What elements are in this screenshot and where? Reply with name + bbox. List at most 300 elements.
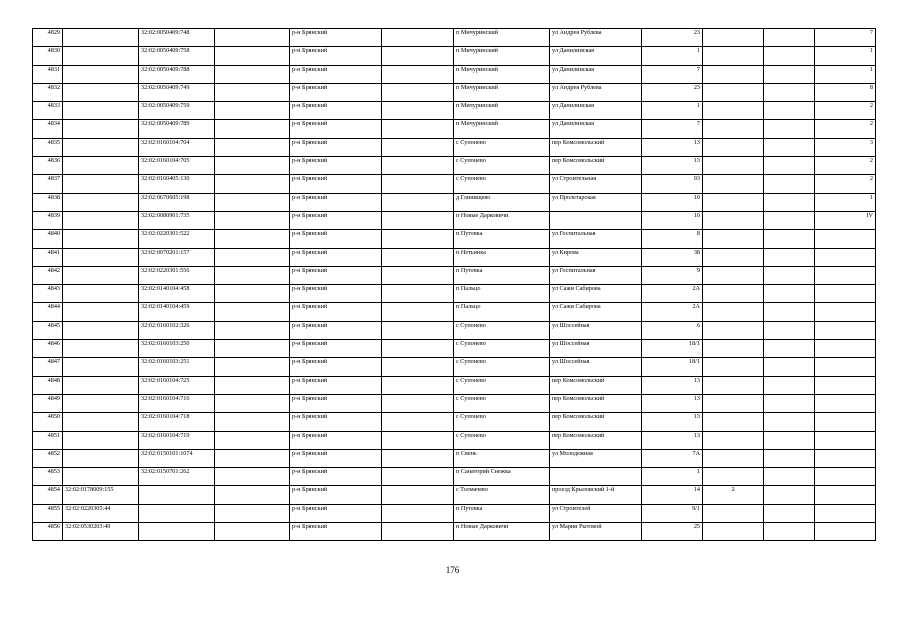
cell-house-number: 14 [642,486,703,504]
cell-row-number: 4851 [33,431,63,449]
cell-settlement: п Мичуринский [454,29,550,47]
table-row [33,340,876,358]
cell-blank-col-a [215,358,290,376]
cell-settlement: п Путевка [454,266,550,284]
cell-settlement: д Глинищево [454,193,550,211]
cell-apartment [815,340,876,358]
cell-row-number: 4838 [33,193,63,211]
cell-cadastral-number-b [139,504,215,522]
cell-blank-col-c [764,340,815,358]
cell-blank-col-b [382,376,454,394]
table-row [33,321,876,339]
cell-blank-col-a [215,285,290,303]
cell-blank-col-c [764,394,815,412]
cell-blank-col-b [382,340,454,358]
cell-cadastral-number-b: 32:02:0160104:719 [139,431,215,449]
cell-settlement: п Мичуринский [454,65,550,83]
cell-district: р-н Брянский [290,504,382,522]
cell-blank-col-a [215,138,290,156]
cell-cadastral-number-a [63,321,139,339]
table-row [33,303,876,321]
cell-cadastral-number-b: 32:02:0070201:157 [139,248,215,266]
cell-settlement: с Супонево [454,358,550,376]
cell-cadastral-number-b: 32:02:0050409:749 [139,83,215,101]
cell-blank-col-a [215,193,290,211]
cell-blank-col-a [215,120,290,138]
cell-street: пер Комсомольский [550,376,642,394]
cell-house-number: 7 [642,120,703,138]
cell-cadastral-number-b: 32:02:0160104:705 [139,157,215,175]
cell-building [703,138,764,156]
cell-district: р-н Брянский [290,102,382,120]
cell-row-number: 4850 [33,413,63,431]
cell-blank-col-b [382,413,454,431]
cell-blank-col-a [215,175,290,193]
cell-blank-col-b [382,102,454,120]
cell-blank-col-b [382,157,454,175]
cell-row-number: 4848 [33,376,63,394]
cell-blank-col-a [215,504,290,522]
cell-blank-col-a [215,248,290,266]
cell-building [703,120,764,138]
cell-row-number: 4839 [33,211,63,229]
cell-street: ул Данилинская [550,102,642,120]
cell-building [703,47,764,65]
cell-blank-col-c [764,102,815,120]
cell-house-number: 9 [642,266,703,284]
cell-district: р-н Брянский [290,83,382,101]
cell-settlement: п Новые Дарковичи [454,523,550,541]
cell-house-number: 13 [642,138,703,156]
cell-street: ул Марии Рытовой [550,523,642,541]
cell-cadastral-number-a [63,285,139,303]
cell-cadastral-number-b: 32:02:0220301:556 [139,266,215,284]
cell-blank-col-b [382,120,454,138]
cell-street: пер Комсомольский [550,138,642,156]
cell-blank-col-c [764,83,815,101]
cell-district: р-н Брянский [290,303,382,321]
cell-street: пер Комсомольский [550,394,642,412]
cell-apartment: 3 [815,138,876,156]
cell-house-number: 7А [642,449,703,467]
cell-blank-col-c [764,193,815,211]
cell-blank-col-c [764,138,815,156]
cell-street: ул Данилинская [550,47,642,65]
cell-street: проезд Крыловский 1-й [550,486,642,504]
cell-blank-col-b [382,266,454,284]
table-row [33,175,876,193]
cell-settlement: п Пальцо [454,303,550,321]
cell-cadastral-number-a [63,83,139,101]
cell-blank-col-a [215,266,290,284]
cell-building [703,102,764,120]
cell-blank-col-a [215,102,290,120]
table-row [33,413,876,431]
cell-blank-col-c [764,449,815,467]
cell-blank-col-c [764,504,815,522]
cell-blank-col-a [215,523,290,541]
cell-row-number: 4831 [33,65,63,83]
cell-settlement: п Мичуринский [454,47,550,65]
table-row [33,29,876,47]
cell-building [703,468,764,486]
cell-house-number: 13 [642,413,703,431]
cell-blank-col-b [382,431,454,449]
cell-house-number: 13 [642,431,703,449]
cell-settlement: с Супонево [454,175,550,193]
cell-district: р-н Брянский [290,266,382,284]
cell-cadastral-number-b [139,523,215,541]
cell-cadastral-number-a: 32:02:0530203:49 [63,523,139,541]
cell-building [703,523,764,541]
cell-row-number: 4852 [33,449,63,467]
cell-cadastral-number-a [63,449,139,467]
cell-row-number: 4836 [33,157,63,175]
table-row [33,486,876,504]
cell-street: ул Молодежная [550,449,642,467]
cell-blank-col-b [382,248,454,266]
cell-building: 2 [703,486,764,504]
cell-settlement: с Супонево [454,431,550,449]
cell-row-number: 4833 [33,102,63,120]
cell-district: р-н Брянский [290,65,382,83]
cell-building [703,211,764,229]
cell-cadastral-number-b: 32:02:0160103:251 [139,358,215,376]
table-row [33,138,876,156]
table-body [33,29,876,541]
cell-row-number: 4829 [33,29,63,47]
cell-cadastral-number-b: 32:02:0160104:716 [139,394,215,412]
table-row [33,157,876,175]
cell-blank-col-b [382,486,454,504]
cell-settlement: п Свень [454,449,550,467]
table-row [33,523,876,541]
cell-blank-col-b [382,83,454,101]
cell-blank-col-b [382,504,454,522]
page-number: 176 [445,565,460,575]
cell-cadastral-number-a [63,193,139,211]
cell-cadastral-number-a [63,175,139,193]
cell-house-number: 9/1 [642,504,703,522]
cell-blank-col-b [382,211,454,229]
cell-row-number: 4841 [33,248,63,266]
cell-cadastral-number-a [63,138,139,156]
register-table [32,28,876,541]
cell-street: ул Шоссейная [550,321,642,339]
cell-blank-col-b [382,230,454,248]
cell-blank-col-c [764,358,815,376]
table-row [33,193,876,211]
cell-blank-col-a [215,449,290,467]
cell-apartment [815,321,876,339]
table-row [33,47,876,65]
cell-blank-col-c [764,523,815,541]
cell-blank-col-b [382,303,454,321]
cell-building [703,157,764,175]
cell-settlement: п Мичуринский [454,102,550,120]
cell-street [550,211,642,229]
cell-blank-col-b [382,449,454,467]
cell-district: р-н Брянский [290,340,382,358]
cell-street: ул Госпитальная [550,230,642,248]
cell-district: р-н Брянский [290,431,382,449]
cell-district: р-н Брянский [290,47,382,65]
table-row [33,504,876,522]
cell-house-number: 8 [642,230,703,248]
cell-building [703,285,764,303]
cell-cadastral-number-b: 32:02:0160104:725 [139,376,215,394]
cell-cadastral-number-b: 32:02:0050409:759 [139,102,215,120]
cell-cadastral-number-a: 32:02:0178009:155 [63,486,139,504]
cell-settlement: п Путевка [454,504,550,522]
cell-district: р-н Брянский [290,358,382,376]
cell-apartment [815,468,876,486]
cell-row-number: 4845 [33,321,63,339]
cell-blank-col-b [382,358,454,376]
table-row [33,102,876,120]
cell-cadastral-number-b: 32:02:0160104:704 [139,138,215,156]
cell-cadastral-number-b: 32:02:0160104:718 [139,413,215,431]
cell-house-number: 93 [642,175,703,193]
cell-row-number: 4853 [33,468,63,486]
cell-blank-col-b [382,394,454,412]
cell-house-number: 38 [642,248,703,266]
cell-building [703,193,764,211]
cell-street: пер Комсомольский [550,157,642,175]
cell-cadastral-number-b: 32:02:0140104:458 [139,285,215,303]
cell-row-number: 4832 [33,83,63,101]
cell-blank-col-b [382,523,454,541]
cell-cadastral-number-b: 32:02:0050409:789 [139,120,215,138]
cell-row-number: 4846 [33,340,63,358]
cell-cadastral-number-a [63,211,139,229]
table-row [33,449,876,467]
cell-blank-col-b [382,193,454,211]
cell-house-number: 23 [642,83,703,101]
cell-blank-col-c [764,230,815,248]
cell-street: ул Данилинская [550,65,642,83]
cell-settlement: с Супонево [454,157,550,175]
cell-street: ул Андрея Рублева [550,29,642,47]
cell-house-number: 13 [642,157,703,175]
cell-building [703,29,764,47]
cell-apartment: 2 [815,120,876,138]
table-row [33,83,876,101]
cell-cadastral-number-a [63,394,139,412]
cell-blank-col-c [764,211,815,229]
cell-apartment [815,358,876,376]
cell-building [703,394,764,412]
cell-blank-col-c [764,486,815,504]
cell-building [703,431,764,449]
cell-street: ул Шоссейная [550,340,642,358]
cell-blank-col-a [215,303,290,321]
cell-apartment [815,248,876,266]
cell-street [550,468,642,486]
cell-blank-col-c [764,321,815,339]
table-row [33,358,876,376]
table-row [33,65,876,83]
cell-building [703,449,764,467]
table-row [33,431,876,449]
cell-street: ул Строителей [550,504,642,522]
cell-blank-col-a [215,321,290,339]
cell-blank-col-a [215,157,290,175]
cell-blank-col-a [215,486,290,504]
cell-apartment: 2 [815,175,876,193]
cell-row-number: 4856 [33,523,63,541]
cell-blank-col-a [215,83,290,101]
cell-blank-col-a [215,394,290,412]
cell-blank-col-c [764,29,815,47]
table-row [33,266,876,284]
cell-cadastral-number-b: 32:02:0050409:748 [139,29,215,47]
cell-row-number: 4855 [33,504,63,522]
cell-blank-col-a [215,413,290,431]
cell-street: пер Комсомольский [550,431,642,449]
cell-settlement: п Мичуринский [454,83,550,101]
cell-house-number: 1 [642,468,703,486]
cell-cadastral-number-b: 32:02:0080901:735 [139,211,215,229]
cell-cadastral-number-a [63,340,139,358]
cell-building [703,504,764,522]
cell-blank-col-c [764,376,815,394]
cell-cadastral-number-b: 32:02:0160103:250 [139,340,215,358]
table-row [33,285,876,303]
cell-row-number: 4837 [33,175,63,193]
table-row [33,248,876,266]
cell-blank-col-b [382,47,454,65]
cell-blank-col-a [215,211,290,229]
cell-house-number: 1 [642,47,703,65]
cell-apartment [815,230,876,248]
cell-building [703,413,764,431]
cell-cadastral-number-a [63,248,139,266]
cell-cadastral-number-a [63,157,139,175]
cell-blank-col-c [764,285,815,303]
cell-cadastral-number-a [63,376,139,394]
cell-district: р-н Брянский [290,523,382,541]
cell-house-number: 1 [642,102,703,120]
cell-house-number: 10 [642,193,703,211]
cell-house-number: 7 [642,65,703,83]
cell-apartment [815,504,876,522]
cell-building [703,175,764,193]
cell-settlement: п Путевка [454,230,550,248]
cell-row-number: 4847 [33,358,63,376]
cell-blank-col-c [764,157,815,175]
cell-apartment [815,303,876,321]
table-row [33,211,876,229]
cell-building [703,230,764,248]
cell-settlement: с Супонево [454,376,550,394]
cell-house-number: 2А [642,303,703,321]
cell-row-number: 4844 [33,303,63,321]
cell-blank-col-b [382,29,454,47]
cell-settlement: п Новые Дарковичи [454,211,550,229]
cell-apartment [815,523,876,541]
cell-street: пер Комсомольский [550,413,642,431]
cell-street: ул Кирова [550,248,642,266]
cell-settlement: с Супонево [454,321,550,339]
cell-cadastral-number-a [63,303,139,321]
cell-street: ул Сажи Сабирова [550,303,642,321]
cell-apartment: IV [815,211,876,229]
cell-blank-col-b [382,175,454,193]
cell-house-number: 23 [642,29,703,47]
cell-house-number: 2А [642,285,703,303]
cell-cadastral-number-b: 32:02:0160405:130 [139,175,215,193]
cell-blank-col-c [764,303,815,321]
cell-blank-col-a [215,65,290,83]
cell-district: р-н Брянский [290,211,382,229]
cell-cadastral-number-a [63,413,139,431]
cell-building [703,321,764,339]
cell-apartment [815,285,876,303]
cell-district: р-н Брянский [290,138,382,156]
cell-cadastral-number-b: 32:02:0220301:522 [139,230,215,248]
cell-apartment [815,376,876,394]
cell-apartment: 2 [815,102,876,120]
cell-row-number: 4854 [33,486,63,504]
cell-blank-col-b [382,285,454,303]
cell-blank-col-c [764,248,815,266]
cell-street: ул Данилинская [550,120,642,138]
cell-cadastral-number-a [63,358,139,376]
cell-cadastral-number-a: 32:02:0220305:44 [63,504,139,522]
cell-settlement: п Пальцо [454,285,550,303]
cell-apartment [815,431,876,449]
cell-district: р-н Брянский [290,230,382,248]
cell-apartment [815,413,876,431]
cell-street: ул Госпитальная [550,266,642,284]
cell-cadastral-number-b: 32:02:0050409:788 [139,65,215,83]
cell-apartment: 8 [815,83,876,101]
cell-blank-col-c [764,47,815,65]
cell-cadastral-number-b: 32:02:0140104:459 [139,303,215,321]
cell-row-number: 4842 [33,266,63,284]
cell-house-number: 10 [642,211,703,229]
cell-cadastral-number-a [63,120,139,138]
cell-street: ул Строительная [550,175,642,193]
cell-blank-col-b [382,321,454,339]
cell-blank-col-a [215,47,290,65]
cell-apartment [815,266,876,284]
cell-building [703,248,764,266]
cell-blank-col-b [382,138,454,156]
cell-blank-col-a [215,29,290,47]
cell-district: р-н Брянский [290,449,382,467]
cell-building [703,65,764,83]
cell-settlement: с Толмачево [454,486,550,504]
cell-cadastral-number-b: 32:02:0670605:198 [139,193,215,211]
cell-cadastral-number-b: 32:02:0050409:758 [139,47,215,65]
cell-cadastral-number-a [63,431,139,449]
cell-row-number: 4835 [33,138,63,156]
cell-settlement: с Супонево [454,413,550,431]
cell-house-number: 25 [642,523,703,541]
cell-street: ул Шоссейная [550,358,642,376]
cell-row-number: 4843 [33,285,63,303]
cell-settlement: с Супонево [454,340,550,358]
cell-house-number: 6 [642,321,703,339]
cell-cadastral-number-b [139,486,215,504]
cell-house-number: 18/1 [642,340,703,358]
cell-district: р-н Брянский [290,29,382,47]
cell-district: р-н Брянский [290,120,382,138]
cell-apartment [815,394,876,412]
cell-settlement: с Супонево [454,138,550,156]
